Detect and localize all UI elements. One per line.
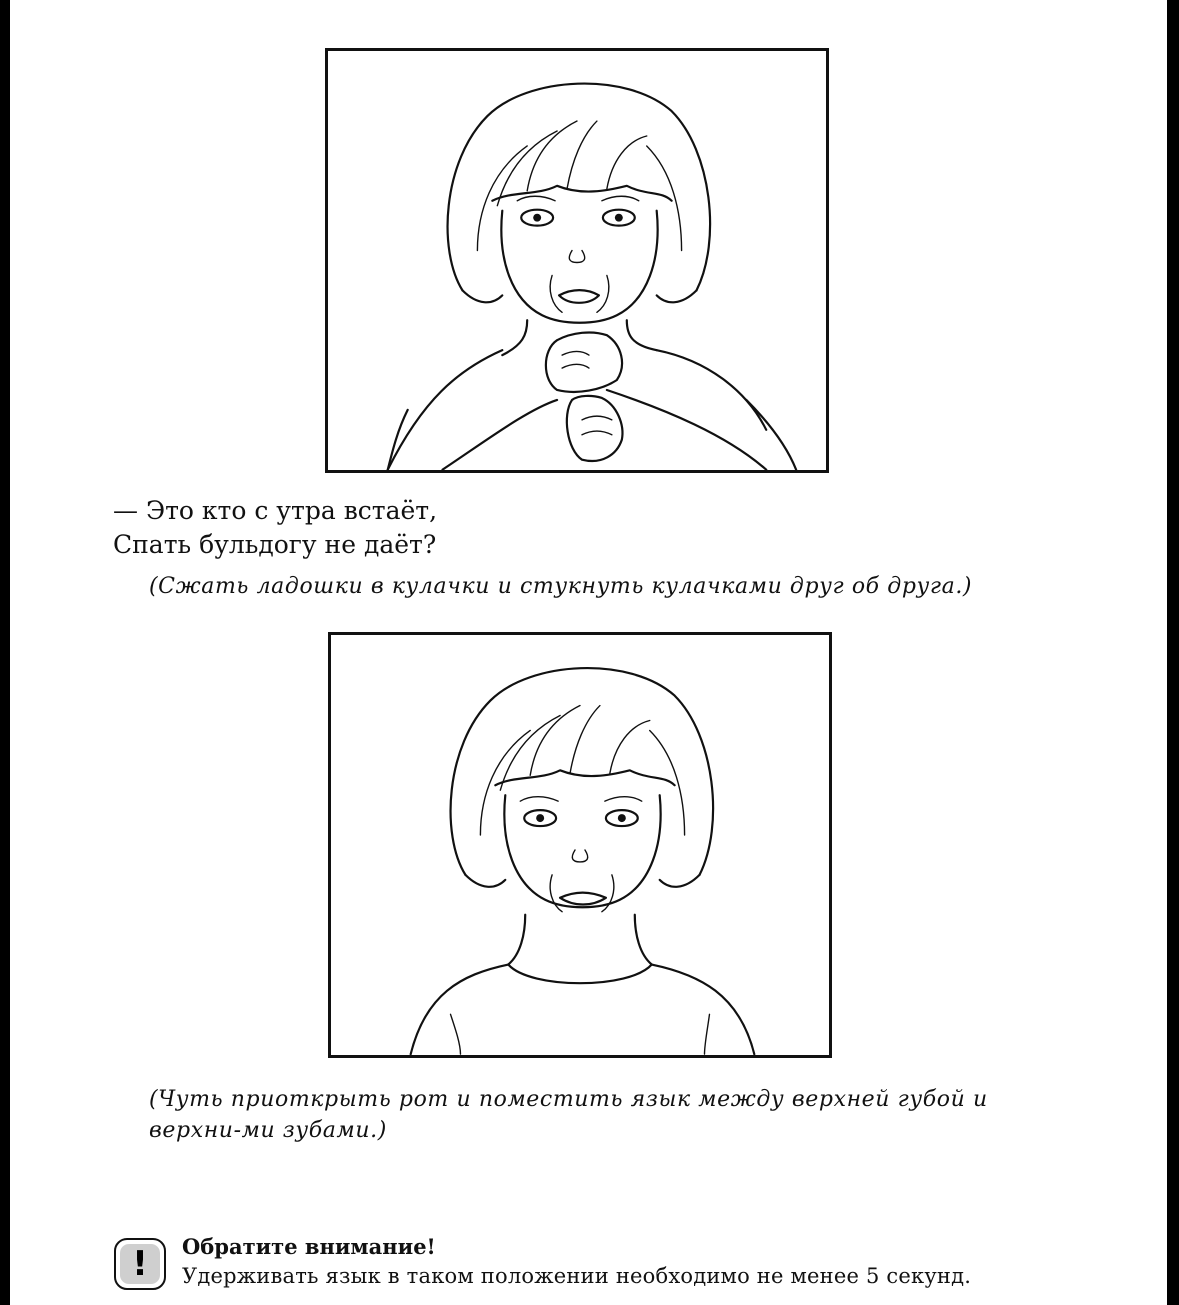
attention-text: Удерживать язык в таком положении необходимо не менее 5 секунд.	[182, 1264, 972, 1288]
page	[10, 0, 1167, 1305]
child-drawing-2	[331, 635, 829, 1055]
verse	[113, 494, 437, 562]
attention-block	[114, 1234, 1154, 1294]
verse-line-2: Спать бульдогу не даёт?	[113, 530, 437, 559]
child-fists-illustration	[325, 48, 829, 473]
verse-line-1: — Это кто с утра встаёт,	[113, 496, 438, 525]
child-tongue-illustration	[328, 632, 832, 1058]
attention-title: Обратите внимание!	[182, 1234, 436, 1259]
exclamation-icon	[114, 1238, 166, 1290]
instruction-1: (Сжать ладошки в кулачки и стукнуть кулачками друг об друга.)	[149, 574, 973, 599]
child-drawing-1	[328, 51, 826, 470]
exclamation-glyph: !	[120, 1244, 160, 1284]
instruction-2: (Чуть приоткрыть рот и поместить язык между верхней губой и верхни-ми зубами.)	[149, 1087, 988, 1143]
